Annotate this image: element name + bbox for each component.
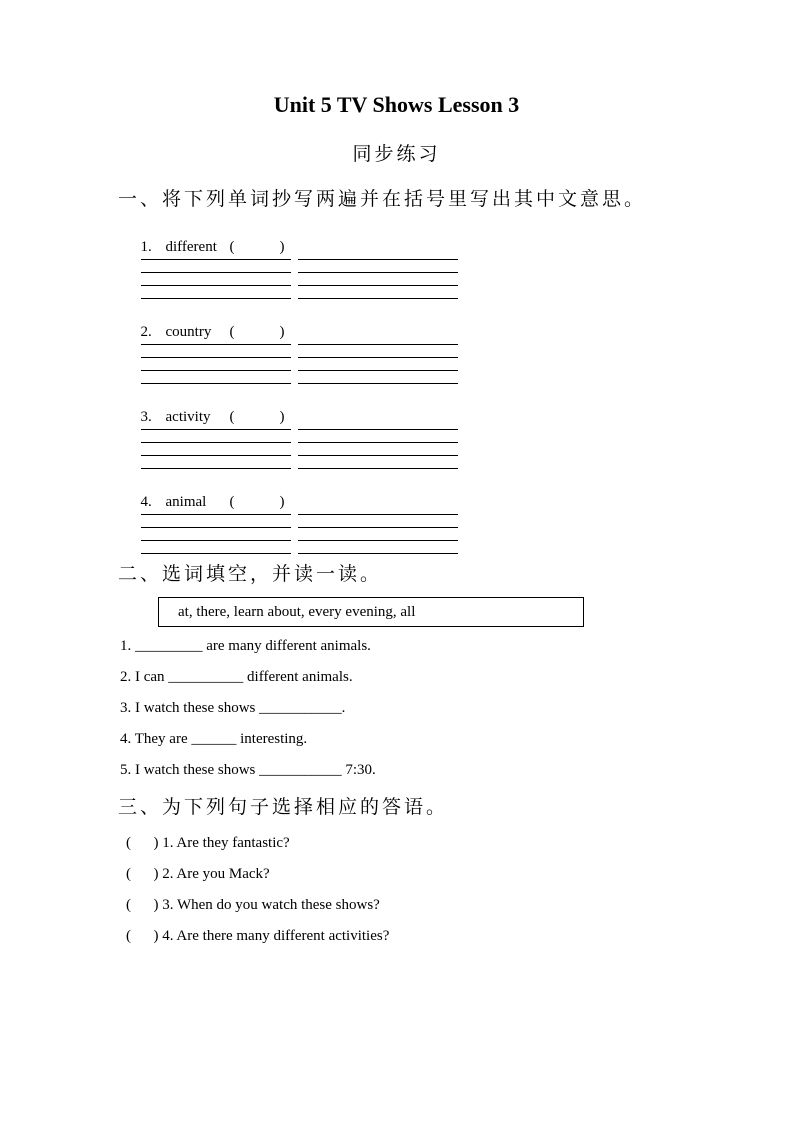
copy-lines: [141, 247, 458, 299]
copy-line: [298, 417, 458, 430]
copy-line: [298, 286, 458, 299]
word-copy-item: [118, 392, 478, 474]
copy-line: [141, 345, 291, 358]
fill-sentence: 3. I watch these shows ___________.: [120, 700, 346, 716]
copy-line: [298, 502, 458, 515]
copy-lines: [141, 502, 458, 554]
copy-line: [141, 358, 291, 371]
copy-line: [141, 247, 291, 260]
copy-line: [141, 502, 291, 515]
word-text: different: [165, 239, 217, 255]
copy-line: [298, 430, 458, 443]
parens-blank: ( ): [229, 239, 285, 255]
copy-line: [298, 247, 458, 260]
fill-sentence: 5. I watch these shows ___________ 7:30.: [120, 762, 376, 778]
section-2-heading: 二、选词填空，并读一读。: [118, 564, 383, 585]
copy-line: [298, 345, 458, 358]
word-copy-item: [118, 222, 478, 304]
copy-line: [141, 332, 291, 345]
copy-line: [141, 515, 291, 528]
copy-line: [298, 273, 458, 286]
page-title: Unit 5 TV Shows Lesson 3: [273, 92, 520, 117]
copy-line: [141, 371, 291, 384]
match-question: ( ) 4. Are there many different activities?: [126, 928, 390, 944]
copy-line: [141, 456, 291, 469]
parens-blank: ( ): [229, 494, 285, 510]
word-text: activity: [165, 409, 211, 425]
copy-line: [298, 371, 458, 384]
copy-line: [141, 417, 291, 430]
item-number: 2.: [140, 324, 152, 340]
word-text: animal: [165, 494, 207, 510]
item-number: 4.: [140, 494, 152, 510]
match-question: ( ) 1. Are they fantastic?: [126, 835, 290, 851]
copy-line: [298, 456, 458, 469]
copy-line: [141, 541, 291, 554]
copy-line: [298, 358, 458, 371]
copy-line: [298, 332, 458, 345]
word-copy-item: [118, 477, 478, 559]
copy-lines: [141, 417, 458, 469]
match-question: ( ) 3. When do you watch these shows?: [126, 897, 380, 913]
copy-line: [141, 528, 291, 541]
copy-line: [141, 273, 291, 286]
copy-line: [141, 430, 291, 443]
word-bank-text: at, there, learn about, every evening, all: [178, 604, 416, 620]
copy-line: [298, 528, 458, 541]
fill-sentence: 1. _________ are many different animals.: [120, 638, 371, 654]
item-number: 1.: [140, 239, 152, 255]
copy-line: [298, 260, 458, 273]
parens-blank: ( ): [229, 324, 285, 340]
page-subtitle: 同步练习: [352, 144, 441, 165]
fill-sentence: 4. They are ______ interesting.: [120, 731, 308, 747]
copy-line: [141, 286, 291, 299]
copy-line: [141, 260, 291, 273]
word-text: country: [165, 324, 212, 340]
copy-line: [141, 443, 291, 456]
word-copy-item: [118, 307, 478, 389]
copy-lines: [141, 332, 458, 384]
section-3-heading: 三、为下列句子选择相应的答语。: [118, 797, 449, 818]
copy-line: [298, 515, 458, 528]
match-question: ( ) 2. Are you Mack?: [126, 866, 270, 882]
item-number: 3.: [140, 409, 152, 425]
word-bank-box: [158, 597, 584, 627]
copy-line: [298, 541, 458, 554]
fill-sentence: 2. I can __________ different animals.: [120, 669, 353, 685]
section-1-heading: 一、将下列单词抄写两遍并在括号里写出其中文意思。: [118, 189, 647, 210]
copy-line: [298, 443, 458, 456]
parens-blank: ( ): [229, 409, 285, 425]
